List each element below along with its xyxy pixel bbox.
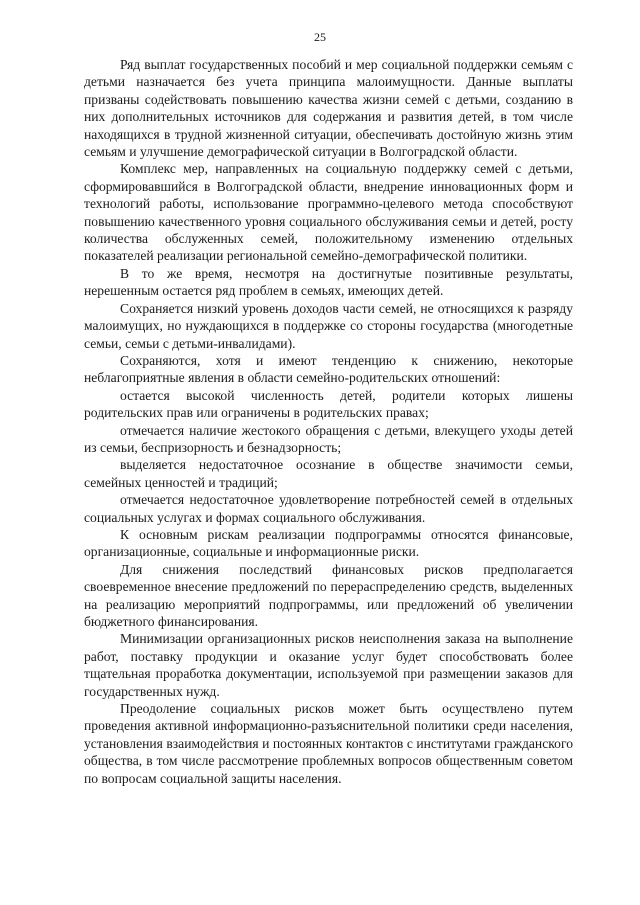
page-number: 25 — [314, 30, 326, 44]
paragraph: Комплекс мер, направленных на социальную поддержку семей с детьми, сформировавшийся в Волгоградской области, внедрение инновационных форм и технологий работы, использование программно-целевого метода способствуют повышению качественного уровня социального обслуживания семьи и детей, росту количества обслуженных семей, положительному изменению отдельных показателей реализации региональной семейно-демографической политики. — [84, 161, 573, 264]
paragraph: Минимизации организационных рисков неисполнения заказа на выполнение работ, поставку продукции и оказание услуг будет способствовать более тщательная проработка документации, используемой при размещении заказов для государственных нужд. — [84, 631, 573, 699]
paragraph: отмечается наличие жестокого обращения с детьми, влекущего уходы детей из семьи, беспризорность и безнадзорность; — [84, 422, 573, 455]
paragraph: Ряд выплат государственных пособий и мер социальной поддержки семьям с детьми назначается без учета принципа малоимущности. Данные выплаты призваны содействовать повышению качества жизни семей с детьми, созданию в них дополнительных источников для содержания и развития детей, в том числе находящихся в трудной жизненной ситуации, обеспечивать достойную жизнь этим семьям и улучшение демографической ситуации в Волгоградской области. — [84, 57, 573, 160]
paragraph: Преодоление социальных рисков может быть осуществлено путем проведения активной информационно-разъяснительной политики среди населения, установления взаимодействия и постоянных контактов с институтами гражданского общества, в том числе рассмотрение проблемных вопросов общественным советом по вопросам социальной защиты населения. — [84, 701, 573, 786]
paragraph: отмечается недостаточное удовлетворение потребностей семей в отдельных социальных услугах и формах социального обслуживания. — [84, 492, 573, 525]
paragraph: выделяется недостаточное осознание в обществе значимости семьи, семейных ценностей и традиций; — [84, 457, 573, 490]
body-text — [84, 56, 573, 787]
paragraph: остается высокой численность детей, родители которых лишены родительских прав или ограничены в родительских правах; — [84, 387, 573, 421]
paragraph: Для снижения последствий финансовых рисков предполагается своевременное внесение предложений по перераспределению средств, выделенных на реализацию мероприятий подпрограммы, или предложений об увеличении бюджетного финансирования. — [84, 561, 573, 629]
paragraph: К основным рискам реализации подпрограммы относятся финансовые, организационные, социальные и информационные риски. — [84, 526, 573, 560]
paragraph: В то же время, несмотря на достигнутые позитивные результаты, нерешенным остается ряд проблем в семьях, имеющих детей. — [84, 265, 573, 299]
paragraph: Сохраняются, хотя и имеют тенденцию к снижению, некоторые неблагоприятные явления в области семейно-родительских отношений: — [84, 352, 573, 386]
paragraph: Сохраняется низкий уровень доходов части семей, не относящихся к разряду малоимущих, но нуждающихся в поддержке со стороны государства (многодетные семьи, семьи с детьми-инвалидами). — [84, 300, 573, 351]
